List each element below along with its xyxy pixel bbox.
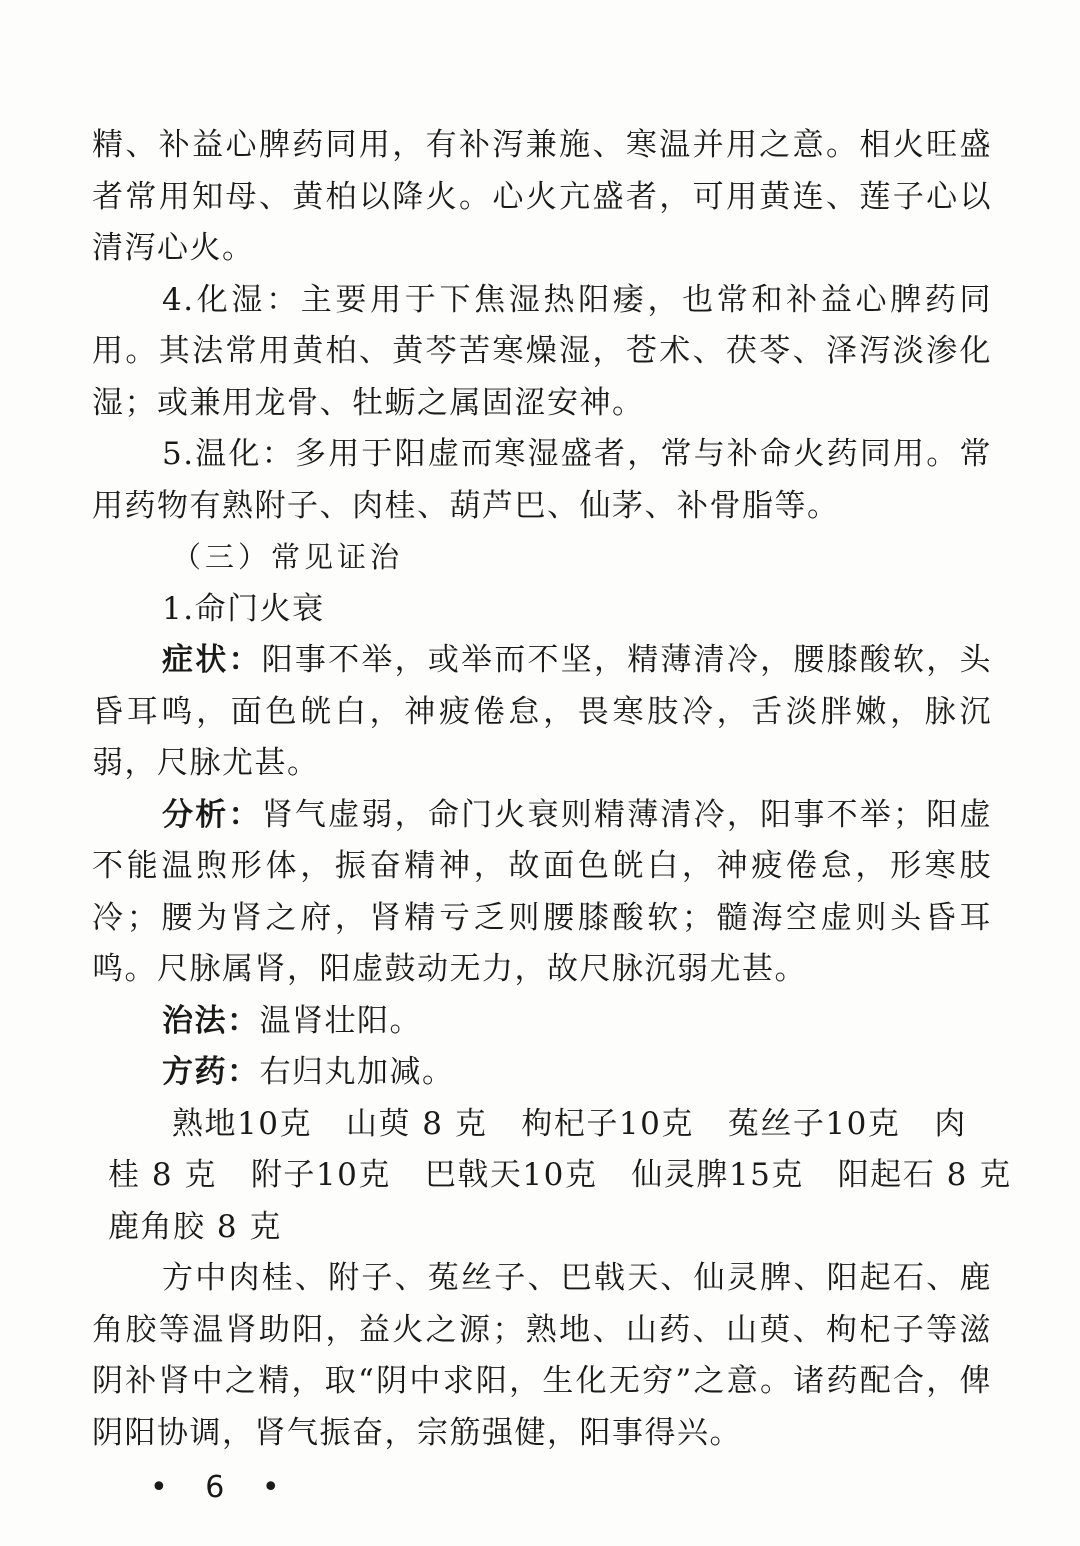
herb-item: 阳起石 8 克 <box>837 1157 1012 1193</box>
symptoms-label: 症状： <box>162 642 262 678</box>
symptoms-paragraph <box>92 635 992 790</box>
herb-item: 附子10克 <box>250 1157 391 1193</box>
symptoms-text: 阳事不举，或举而不坚，精薄清冷，腰膝酸软，头昏耳鸣，面色㿠白，神疲倦怠，畏寒肢冷，舌淡胖嫩，脉沉弱，尺脉尤甚。 <box>92 642 992 781</box>
treatment-text: 温肾壮阳。 <box>259 1002 422 1039</box>
herb-item: 巴戟天10克 <box>424 1157 598 1193</box>
herb-line-2 <box>92 1150 1012 1202</box>
herb-item: 鹿角胶 8 克 <box>108 1208 282 1245</box>
herb-item: 菟丝子10克 <box>727 1105 901 1142</box>
prescription-paragraph <box>92 1047 992 1099</box>
herb-line-3 <box>92 1202 992 1254</box>
herb-item: 熟地10克 <box>172 1105 312 1142</box>
herb-line-1 <box>92 1099 992 1151</box>
section-heading: （三）常见证治 <box>172 540 404 574</box>
analysis-text: 肾气虚弱，命门火衰则精薄清冷，阳事不举；阳虚不能温煦形体，振奋精神，故面色㿠白，神疲倦怠，形寒肢冷；腰为肾之府，肾精亏乏则腰膝酸软；髓海空虚则头昏耳鸣。尺脉属肾，阳虚鼓动无力，故尺脉沉弱尤甚。 <box>92 796 992 987</box>
prescription-label: 方药： <box>162 1054 260 1090</box>
paragraph-warming: 5.温化：多用于阳虚而寒湿盛者，常与补命火药同用。常用药物有熟附子、肉桂、葫芦巴、仙茅、补骨脂等。 <box>92 436 992 524</box>
treatment-paragraph <box>92 996 992 1048</box>
paragraph-dampness: 4.化湿：主要用于下焦湿热阳痿，也常和补益心脾药同用。其法常用黄柏、黄芩苦寒燥湿，苍术、茯苓、泽泻淡渗化湿；或兼用龙骨、牡蛎之属固涩安神。 <box>92 281 992 421</box>
herb-item: 仙灵脾15克 <box>631 1157 804 1193</box>
treatment-label: 治法： <box>162 1002 260 1039</box>
formula-explanation: 方中肉桂、附子、菟丝子、巴戟天、仙灵脾、阳起石、鹿角胶等温肾助阳，益火之源；熟地、山药、山萸、枸杞子等滋阴补肾中之精，取“阴中求阳，生化无穷”之意。诸药配合，俾阴阳协调，肾气振奋，宗筋强健，阳事得兴。 <box>92 1260 992 1451</box>
page-body <box>92 120 1012 1459</box>
analysis-paragraph <box>92 790 992 996</box>
herb-item: 枸杞子10克 <box>521 1105 694 1142</box>
herb-item: 山萸 8 克 <box>345 1105 488 1142</box>
prescription-text: 右归丸加减。 <box>259 1054 455 1090</box>
herb-item: 桂 8 克 <box>108 1157 217 1193</box>
subsection-title: 1.命门火衰 <box>162 590 325 627</box>
analysis-label: 分析： <box>162 796 262 833</box>
paragraph-continuation: 精、补益心脾药同用，有补泻兼施、寒温并用之意。相火旺盛者常用知母、黄柏以降火。心火亢盛者，可用黄连、莲子心以清泻心火。 <box>92 127 992 266</box>
herb-item: 肉 <box>934 1105 967 1142</box>
page-number: • 6 • <box>150 1470 294 1505</box>
